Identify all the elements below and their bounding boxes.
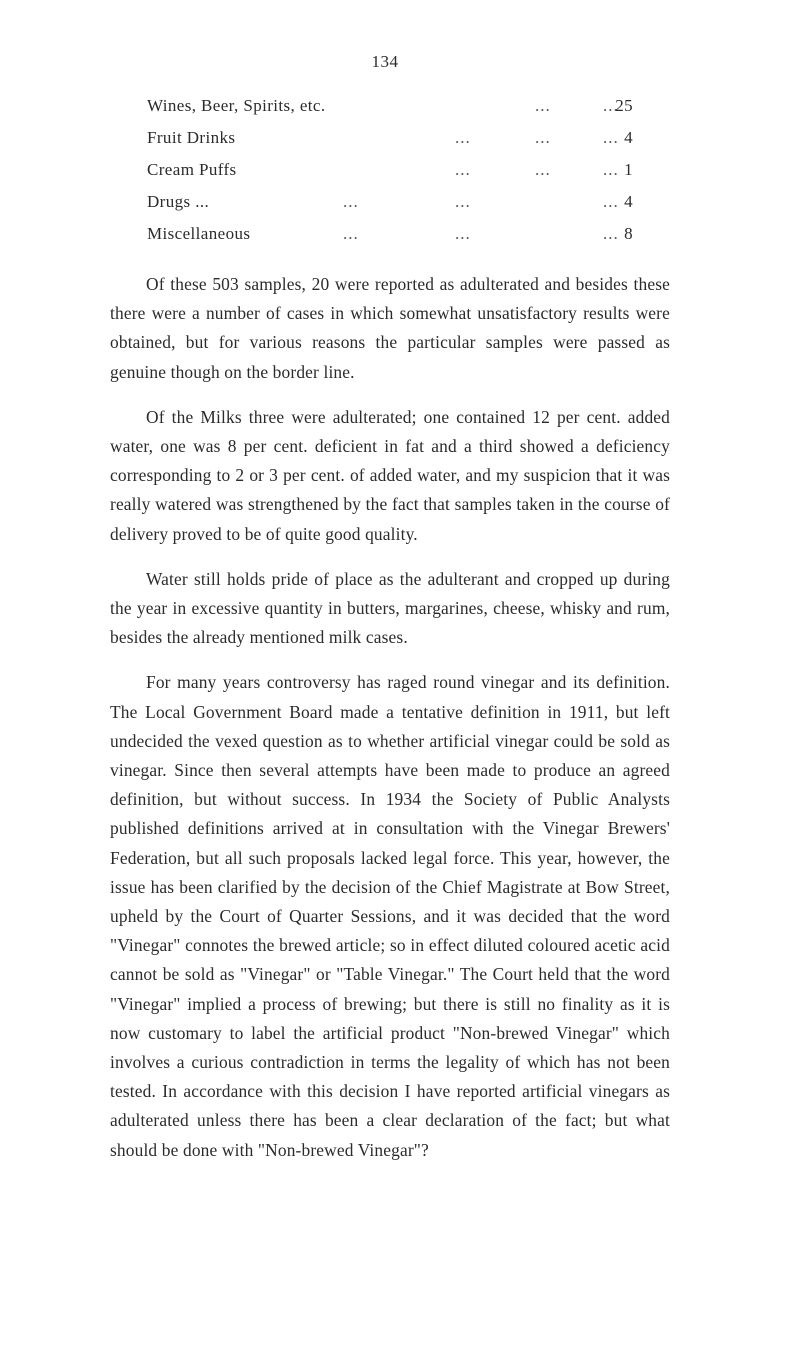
table-row (147, 224, 633, 256)
row-label: Wines, Beer, Spirits, etc. (147, 96, 326, 115)
samples-table (147, 96, 633, 256)
leader-dots: ... (455, 160, 471, 179)
leader-dots: ... (535, 160, 551, 179)
table-row (147, 160, 633, 192)
row-value: 4 (624, 128, 633, 147)
leader-dots: ... (455, 192, 471, 211)
leader-dots: ... (455, 224, 471, 243)
row-value: 8 (624, 224, 633, 243)
row-label: Fruit Drinks (147, 128, 236, 147)
row-label: Cream Puffs (147, 160, 237, 179)
leader-dots: ... (455, 128, 471, 147)
paragraph: Of these 503 samples, 20 were reported as adulterated and besides these there were a number of cases in which somewhat unsatisfactory results were obtained, but for various reasons the particular samples were passed as genuine though on the border line. (110, 274, 670, 382)
table-row (147, 192, 633, 224)
leader-dots: ... (343, 224, 359, 243)
body-text (110, 270, 670, 1181)
row-value: 25 (615, 96, 633, 115)
row-label: Drugs ... (147, 192, 210, 211)
paragraph: For many years controversy has raged round vinegar and its definition. The Local Government Board made a tentative definition in 1911, but left undecided the vexed question as to whether artificial vinegar could be sold as vinegar. Since then several attempts have been made to produce an agreed definition, but without success. In 1934 the Society of Public Analysts published definitions arrived at in consultation with the Vinegar Brewers' Federation, but all such proposals lacked legal force. This year, however, the issue has been clarified by the decision of the Chief Magistrate at Bow Street, upheld by the Court of Quarter Sessions, and it was decided that the word "Vinegar" connotes the brewed article; so in effect diluted coloured acetic acid cannot be sold as "Vinegar" or "Table Vinegar." The Court held that the word "Vinegar" implied a process of brewing; but there is still no finality as it is now customary to label the artificial product "Non-brewed Vinegar" which involves a curious contradiction in terms the legality of which has not been tested. In accordance with this decision I have reported artificial vinegars as adulterated unless there has been a clear declaration of the fact; but what should be done with "Non-brewed Vinegar"? (110, 672, 670, 1160)
row-label: Miscellaneous (147, 224, 251, 243)
leader-dots: ... (535, 128, 551, 147)
leader-dots: ... (603, 224, 619, 243)
table-row (147, 96, 633, 128)
row-value: 4 (624, 192, 633, 211)
leader-dots: ... (343, 192, 359, 211)
page-number: 134 (371, 52, 399, 71)
leader-dots: ... (603, 128, 619, 147)
row-value: 1 (624, 160, 633, 179)
paragraph: Of the Milks three were adulterated; one contained 12 per cent. added water, one was 8 per cent. deficient in fat and a third showed a deficiency corresponding to 2 or 3 per cent. of added water, and my suspicion that it was really watered was strengthened by the fact that samples taken in the course of delivery proved to be of quite good quality. (110, 406, 670, 544)
paragraph: Water still holds pride of place as the adulterant and cropped up during the year in excessive quantity in butters, margarines, cheese, whisky and rum, besides the already mentioned milk cases. (110, 568, 670, 648)
table-row (147, 128, 633, 160)
leader-dots: ... (603, 160, 619, 179)
leader-dots: ... (603, 192, 619, 211)
leader-dots: ... (535, 96, 551, 115)
leader-dots: ... (603, 96, 619, 115)
